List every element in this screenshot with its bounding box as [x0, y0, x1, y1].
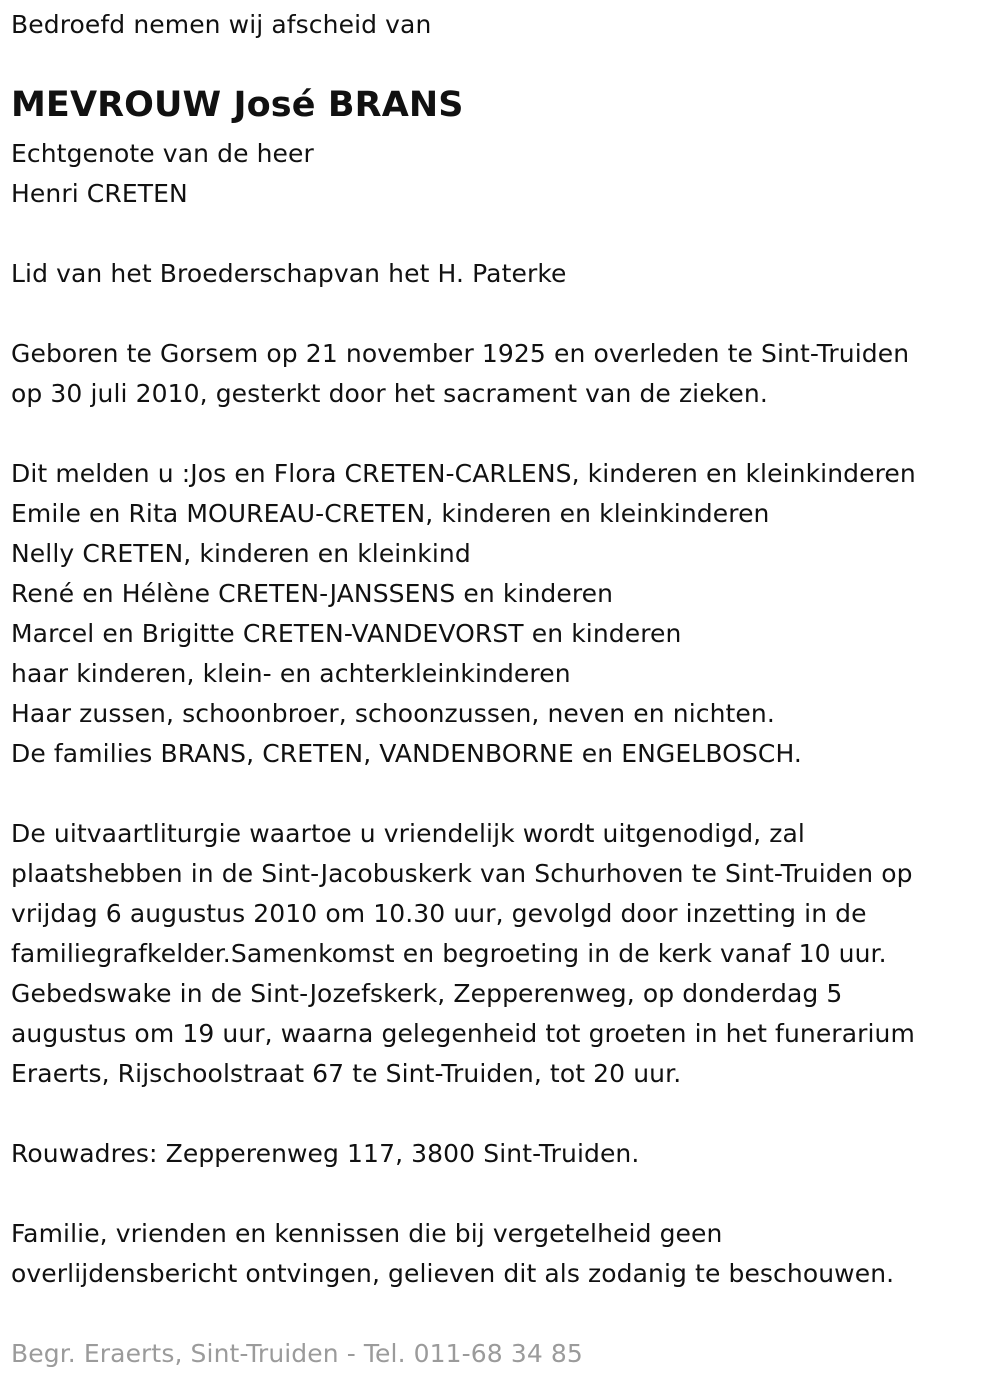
family-line: Haar zussen, schoonbroer, schoonzussen, neven en nichten.	[11, 699, 775, 728]
birth-death-line-1: Geboren te Gorsem op 21 november 1925 en overleden te Sint-Truiden	[11, 339, 910, 368]
family-line: Nelly CRETEN, kinderen en kleinkind	[11, 539, 471, 568]
birth-death-line-2: op 30 juli 2010, gesterkt door het sacrament van de zieken.	[11, 379, 768, 408]
spouse-line-1: Echtgenote van de heer	[11, 139, 314, 168]
ceremony-line: augustus om 19 uur, waarna gelegenheid tot groeten in het funerarium	[11, 1019, 915, 1048]
spouse-line-2: Henri CRETEN	[11, 179, 188, 208]
family-line: René en Hélène CRETEN-JANSSENS en kinderen	[11, 579, 614, 608]
mourning-address: Rouwadres: Zepperenweg 117, 3800 Sint-Truiden.	[11, 1139, 640, 1168]
intro-text: Bedroefd nemen wij afscheid van	[11, 10, 432, 39]
ceremony-line: plaatshebben in de Sint-Jacobuskerk van Schurhoven te Sint-Truiden op	[11, 859, 913, 888]
notice-line: Familie, vrienden en kennissen die bij vergetelheid geen	[11, 1219, 723, 1248]
undertaker-footer: Begr. Eraerts, Sint-Truiden - Tel. 011-68 34 85	[11, 1339, 583, 1368]
ceremony-line: Eraerts, Rijschoolstraat 67 te Sint-Truiden, tot 20 uur.	[11, 1059, 682, 1088]
notice-line: overlijdensbericht ontvingen, gelieven dit als zodanig te beschouwen.	[11, 1259, 895, 1288]
family-line: Emile en Rita MOUREAU-CRETEN, kinderen en kleinkinderen	[11, 499, 770, 528]
ceremony-line: vrijdag 6 augustus 2010 om 10.30 uur, gevolgd door inzetting in de	[11, 899, 867, 928]
membership-text: Lid van het Broederschapvan het H. Paterke	[11, 259, 567, 288]
ceremony-line: De uitvaartliturgie waartoe u vriendelijk wordt uitgenodigd, zal	[11, 819, 805, 848]
family-line: De families BRANS, CRETEN, VANDENBORNE en ENGELBOSCH.	[11, 739, 802, 768]
ceremony-line: Gebedswake in de Sint-Jozefskerk, Zepperenweg, op donderdag 5	[11, 979, 843, 1008]
family-line: haar kinderen, klein- en achterkleinkinderen	[11, 659, 571, 688]
family-line: Marcel en Brigitte CRETEN-VANDEVORST en kinderen	[11, 619, 682, 648]
family-line: Dit melden u :Jos en Flora CRETEN-CARLENS, kinderen en kleinkinderen	[11, 459, 916, 488]
deceased-name: MEVROUW José BRANS	[11, 85, 464, 125]
ceremony-line: familiegrafkelder.Samenkomst en begroeting in de kerk vanaf 10 uur.	[11, 939, 887, 968]
